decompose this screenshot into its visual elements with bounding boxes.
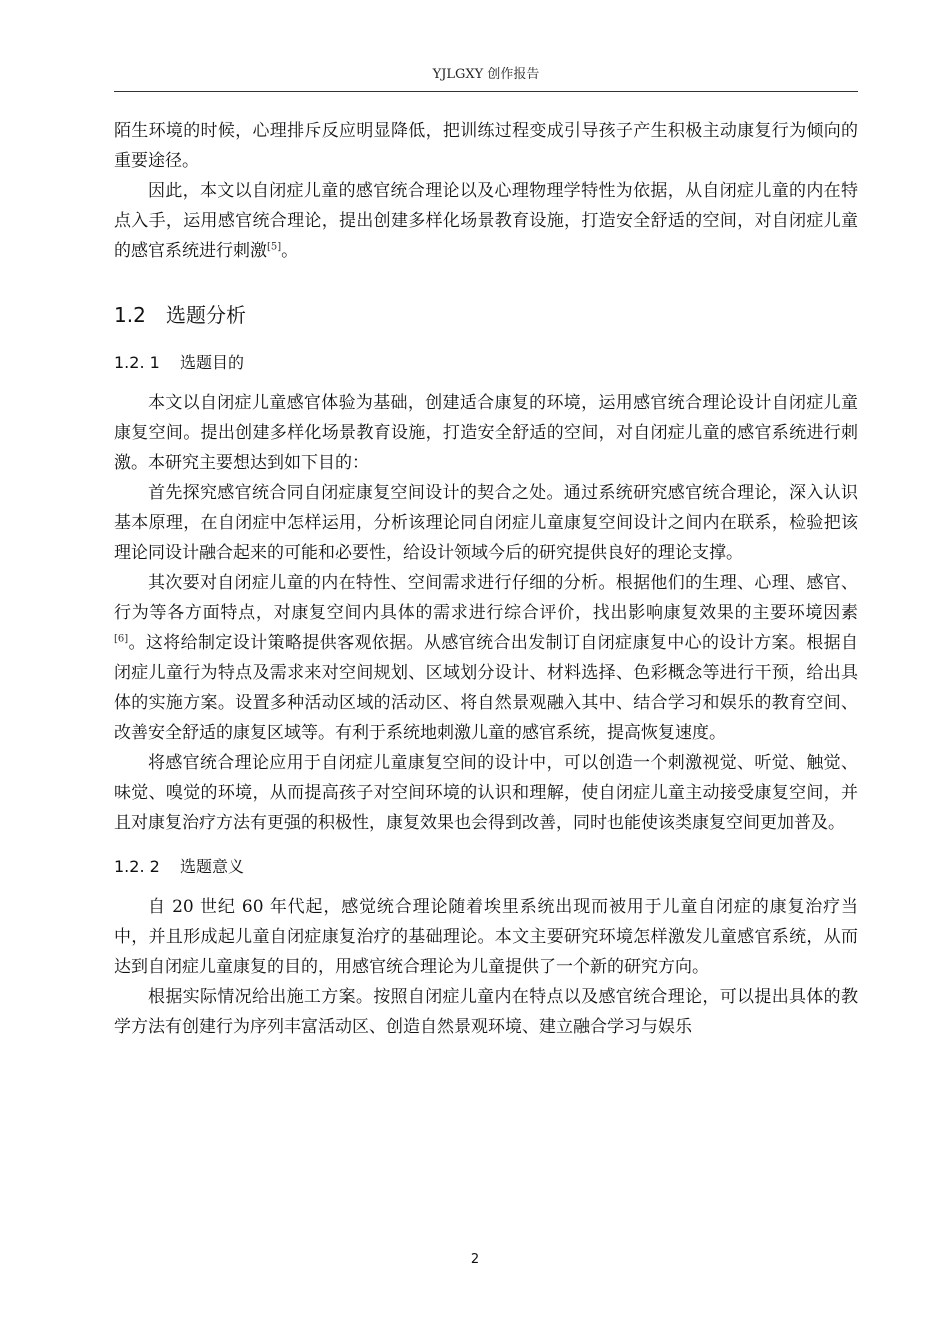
page-number: 2	[470, 1252, 480, 1267]
subsection-number: 1.2. 1	[114, 353, 160, 372]
paragraph-intro-continued: 陌生环境的时候，心理排斥反应明显降低，把训练过程变成引导孩子产生积极主动康复行为倾向的重要途径。	[114, 121, 858, 171]
paragraph-purpose-1: 本文以自闭症儿童感官体验为基础，创建适合康复的环境，运用感官统合理论设计自闭症儿童康复空间。提出创建多样化场景教育设施，打造安全舒适的空间，对自闭症儿童的感官系统进行刺激。本研究主要想达到如下目的：	[114, 393, 858, 473]
header-rule	[114, 91, 858, 92]
paragraph-end: 。	[281, 241, 299, 261]
section-number: 1.2	[114, 303, 146, 327]
citation-6[interactable]: [6]	[114, 633, 129, 645]
subsection-number: 1.2. 2	[114, 857, 160, 876]
subsection-title: 选题目的	[180, 353, 245, 372]
section-title: 选题分析	[166, 303, 246, 327]
paragraph-text: 因此，本文以自闭症儿童的感官统合理论以及心理物理学特性为依据，从自闭症儿童的内在特点入手，运用感官统合理论，提出创建多样化场景教育设施，打造安全舒适的空间，对自闭症儿童的感官系统进行刺激	[114, 181, 858, 261]
citation-5[interactable]: [5]	[267, 241, 282, 253]
document-body	[114, 116, 858, 1042]
paragraph-purpose-3	[114, 568, 858, 748]
paragraph-purpose-4: 将感官统合理论应用于自闭症儿童康复空间的设计中，可以创造一个刺激视觉、听觉、触觉、味觉、嗅觉的环境，从而提高孩子对空间环境的认识和理解，使自闭症儿童主动接受康复空间，并且对康复治疗方法有更强的积极性，康复效果也会得到改善，同时也能使该类康复空间更加普及。	[114, 753, 858, 833]
subsection-heading-1-2-1	[114, 350, 858, 376]
subsection-title: 选题意义	[180, 857, 245, 876]
paragraph-significance-1: 自 20 世纪 60 年代起，感觉统合理论随着埃里系统出现而被用于儿童自闭症的康复治疗当中，并且形成起儿童自闭症康复治疗的基础理论。本文主要研究环境怎样激发儿童感官系统，从而达到自闭症儿童康复的目的，用感官统合理论为儿童提供了一个新的研究方向。	[114, 897, 858, 977]
paragraph-purpose-2: 首先探究感官统合同自闭症康复空间设计的契合之处。通过系统研究感官统合理论，深入认识基本原理，在自闭症中怎样运用，分析该理论同自闭症儿童康复空间设计之间内在联系，检验把该理论同设计融合起来的可能和必要性，给设计领域今后的研究提供良好的理论支撑。	[114, 483, 858, 563]
running-header: YJLGXY 创作报告	[432, 67, 540, 82]
paragraph-significance-2: 根据实际情况给出施工方案。按照自闭症儿童内在特点以及感官统合理论，可以提出具体的教学方法有创建行为序列丰富活动区、创造自然景观环境、建立融合学习与娱乐	[114, 987, 858, 1037]
paragraph-end: 。这将给制定设计策略提供客观依据。从感官统合出发制订自闭症康复中心的设计方案。根据自闭症儿童行为特点及需求来对空间规划、区域划分设计、材料选择、色彩概念等进行干预，给出具体的实施方案。设置多种活动区域的活动区、将自然景观融入其中、结合学习和娱乐的教育空间、改善安全舒适的康复区域等。有利于系统地刺激儿童的感官系统，提高恢复速度。	[114, 633, 858, 743]
paragraph-text: 其次要对自闭症儿童的内在特性、空间需求进行仔细的分析。根据他们的生理、心理、感官、行为等各方面特点，对康复空间内具体的需求进行综合评价，找出影响康复效果的主要环境因素	[114, 573, 858, 623]
section-heading-1-2	[114, 300, 858, 330]
paragraph-intro-2	[114, 176, 858, 266]
subsection-heading-1-2-2	[114, 854, 858, 880]
